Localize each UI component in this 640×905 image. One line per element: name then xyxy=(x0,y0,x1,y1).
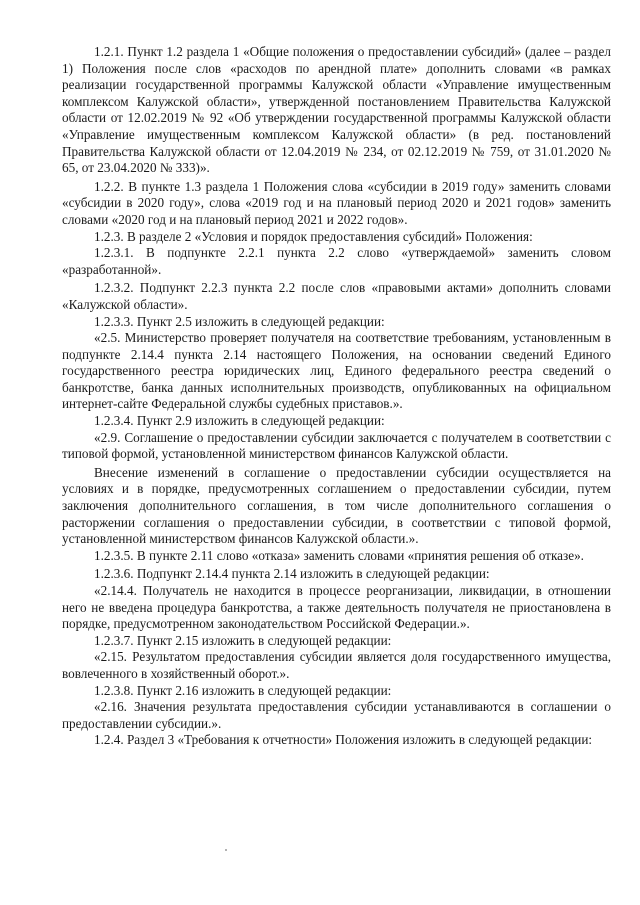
paragraph-1-2-3-8: 1.2.3.8. Пункт 2.16 изложить в следующей редакции: xyxy=(94,682,392,698)
quote-2-9: «2.9. Соглашение о предоставлении субсидии заключается с получателем в соответствии с типовой формой, установленной министерством финансов Калужской области. xyxy=(62,429,611,462)
paragraph-1-2-3-3: 1.2.3.3. Пункт 2.5 изложить в следующей редакции: xyxy=(94,313,385,329)
quote-2-9-amendments: Внесение изменений в соглашение о предоставлении субсидии осуществляется на условиях и в порядке, предусмотренных соглашением о предоставлении субсидии, путем заключения дополнительного соглашения, в том числе дополнительного соглашения о расторжении соглашения о предоставлении субсидии, в соответствии с типовой формой, установленной министерством финансов Калужской области.». xyxy=(62,464,611,547)
paragraph-1-2-3-2: 1.2.3.2. Подпункт 2.2.3 пункта 2.2 после слов «правовыми актами» дополнить словами «Калужской области». xyxy=(62,280,611,312)
paragraph-1-2-3-1: 1.2.3.1. В подпункте 2.2.1 пункта 2.2 слово «утверждаемой» заменить словом «разработанной». xyxy=(62,245,611,277)
quote-2-15: «2.15. Результатом предоставления субсидии является доля государственного имущества, вовлеченного в хозяйственный оборот.». xyxy=(62,649,611,681)
paragraph-1-2-3-5: 1.2.3.5. В пункте 2.11 слово «отказа» заменить словами «принятия решения об отказе». xyxy=(94,547,584,563)
paragraph-1-2-3-4: 1.2.3.4. Пункт 2.9 изложить в следующей редакции: xyxy=(94,413,385,429)
scan-speck xyxy=(225,849,227,851)
paragraph-1-2-3: 1.2.3. В разделе 2 «Условия и порядок предоставления субсидий» Положения: xyxy=(94,228,533,244)
paragraph-1-2-3-7: 1.2.3.7. Пункт 2.15 изложить в следующей редакции: xyxy=(94,632,392,648)
paragraph-1-2-2: 1.2.2. В пункте 1.3 раздела 1 Положения слова «субсидии в 2019 году» заменить словами «субсидии в 2020 году», слова «2019 год и на плановый период 2020 и 2021 годов» заменить словами «2020 год и на плановый период 2021 и 2022 годов». xyxy=(62,178,611,227)
paragraph-1-2-3-6: 1.2.3.6. Подпункт 2.14.4 пункта 2.14 изложить в следующей редакции: xyxy=(94,566,490,582)
paragraph-1-2-4: 1.2.4. Раздел 3 «Требования к отчетности» Положения изложить в следующей редакции: xyxy=(94,732,593,748)
paragraph-1-2-1: 1.2.1. Пункт 1.2 раздела 1 «Общие положения о предоставлении субсидий» (далее – раздел 1) Положения после слов «расходов по арендной плате» дополнить словами «в рамках реализации государственной программы Калужской области «Управление имущественным комплексом Калужской области», утвержденной постановлением Правительства Калужской области от 12.02.2019 № 92 «Об утверждении государственной программы Калужской области «Управление имущественным комплексом Калужской области» (в ред. постановлений Правительства Калужской области от 12.04.2019 № 234, от 02.12.2019 № 759, от 31.01.2020 № 65, от 23.04.2020 № 333)». xyxy=(62,44,611,176)
quote-2-16: «2.16. Значения результата предоставления субсидии устанавливаются в соглашении о предоставлении субсидии.». xyxy=(62,699,611,731)
quote-2-5: «2.5. Министерство проверяет получателя на соответствие требованиям, установленным в подпункте 2.14.4 пункта 2.14 настоящего Положения, на основании сведений Единого государственного реестра юридических лиц, Единого федерального реестра сведений о банкротстве, банка данных исполнительных производств, опубликованных на официальном интернет-сайте Федеральной службы судебных приставов.». xyxy=(62,330,611,412)
quote-2-14-4: «2.14.4. Получатель не находится в процессе реорганизации, ликвидации, в отношении него не введена процедура банкротства, а также деятельность получателя не приостановлена в порядке, предусмотренном законодательством Российской Федерации.». xyxy=(62,583,611,632)
